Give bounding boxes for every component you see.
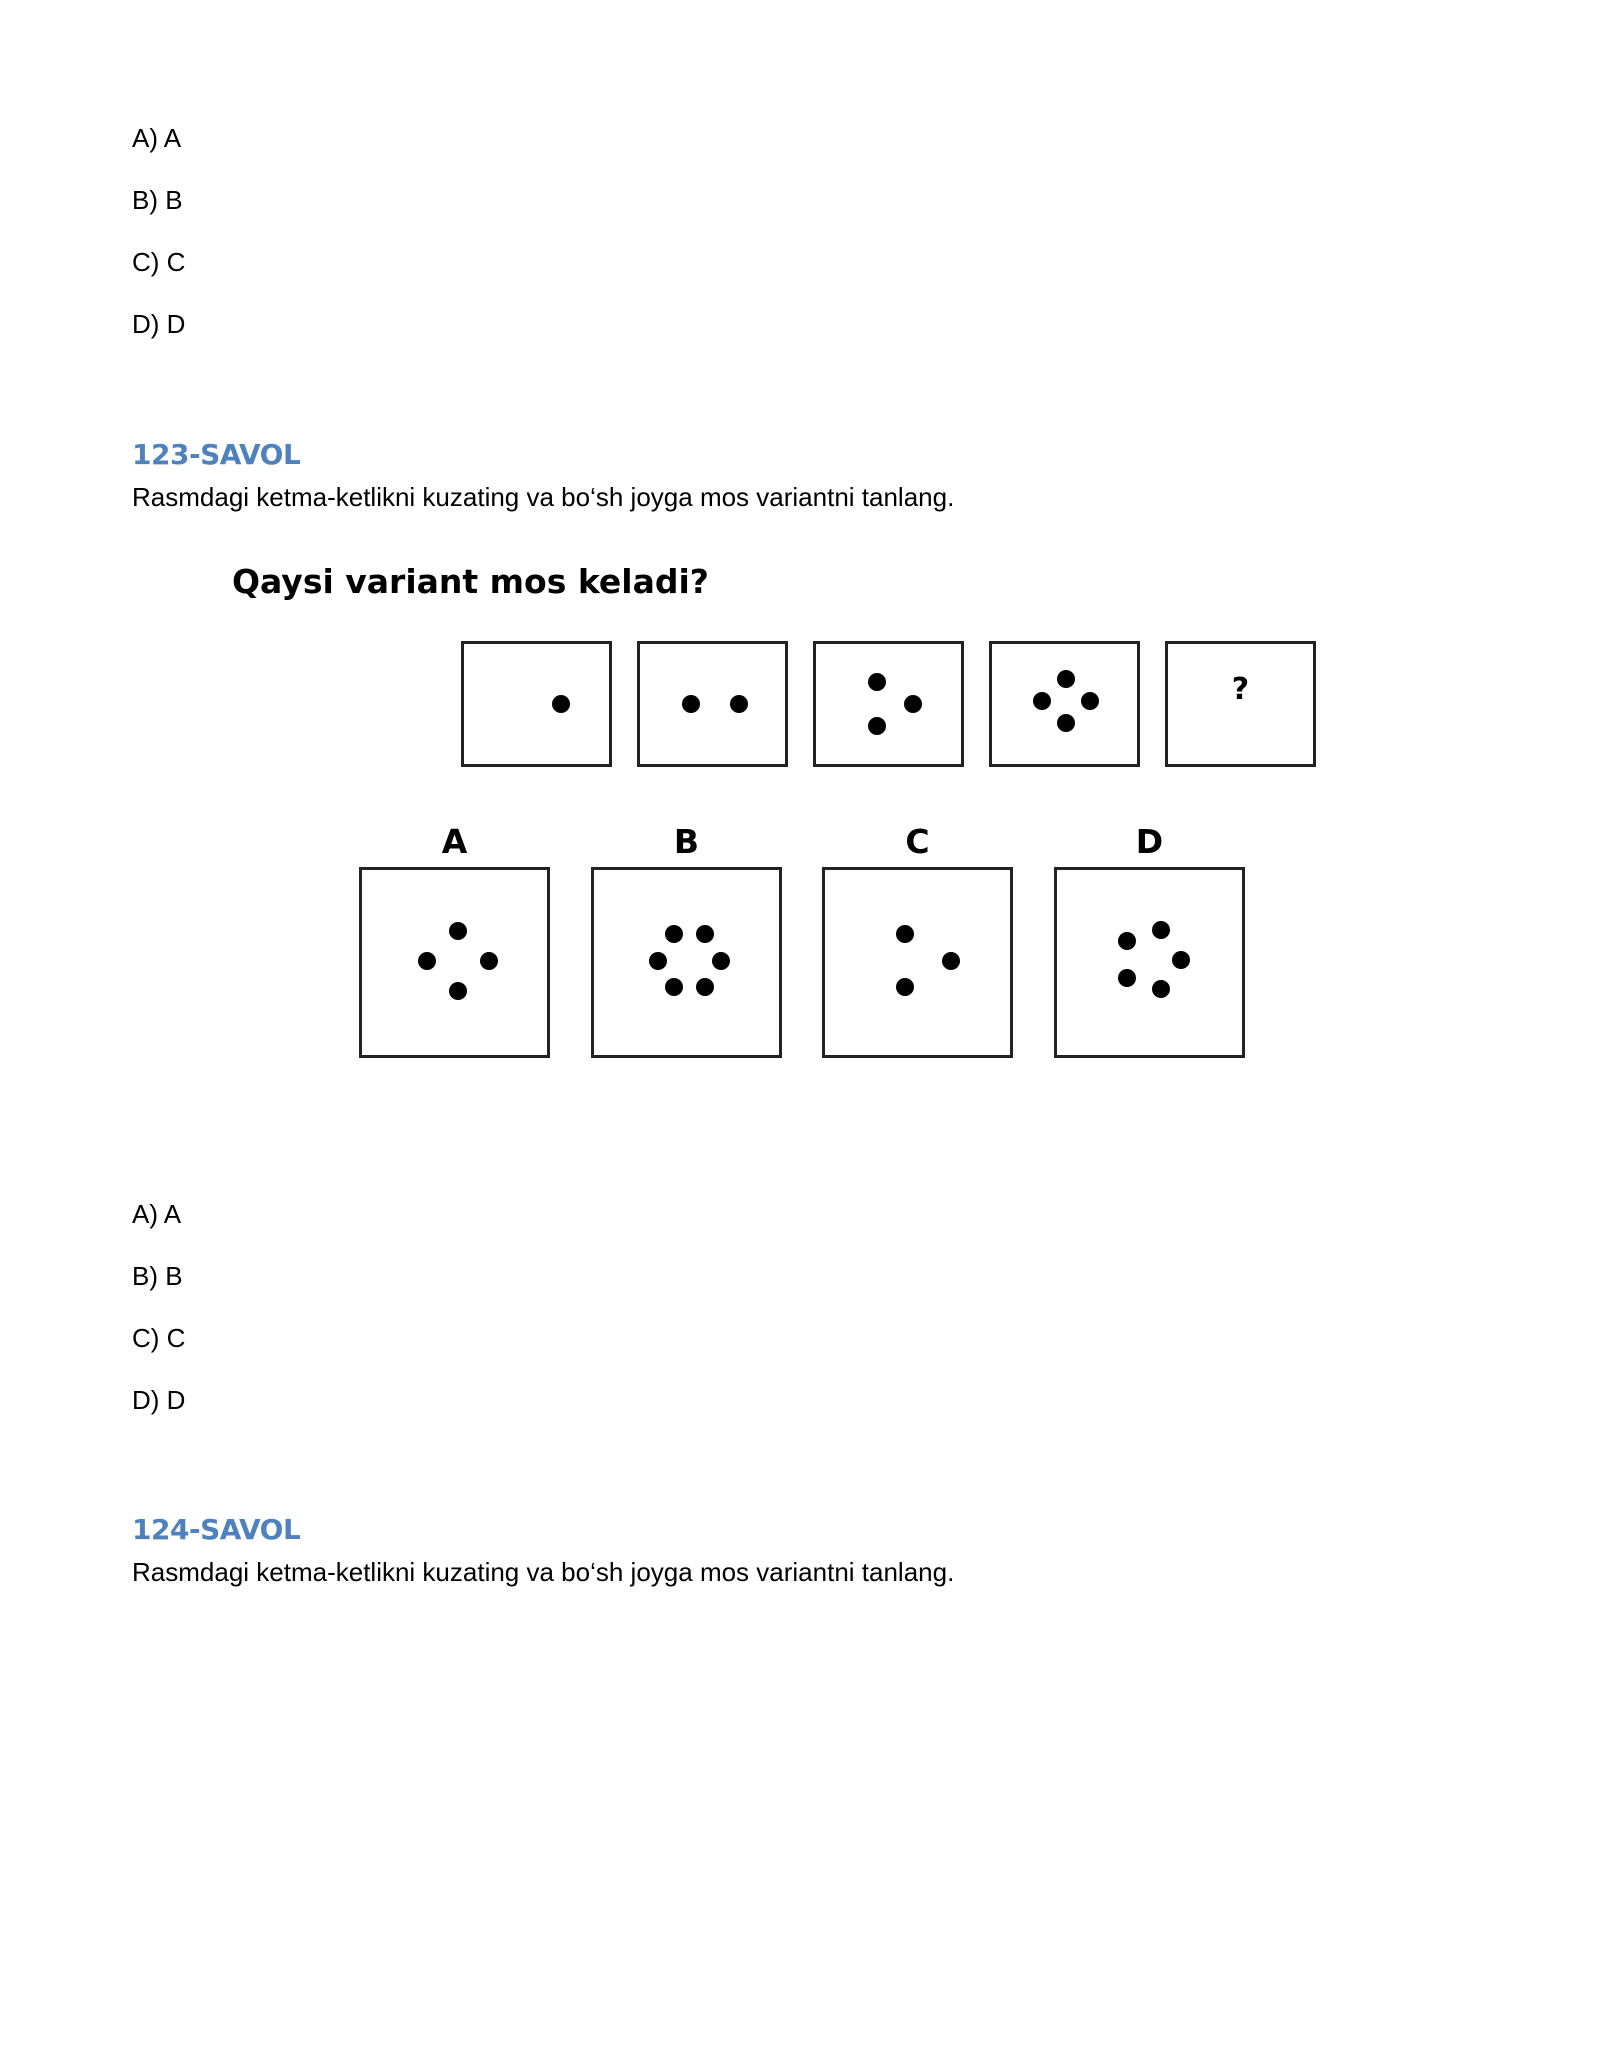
dot: [868, 673, 886, 691]
dot: [896, 978, 914, 996]
dot: [418, 952, 436, 970]
figure-title: Qaysi variant mos keladi?: [232, 562, 709, 601]
option-box-a[interactable]: [359, 867, 550, 1058]
option-box-b[interactable]: [591, 867, 782, 1058]
sequence-box-unknown: [1165, 641, 1316, 767]
option-d[interactable]: D) D: [132, 309, 186, 339]
option-box-c[interactable]: [822, 867, 1013, 1058]
option-c[interactable]: C) C: [132, 1323, 186, 1353]
dot: [649, 952, 667, 970]
question-title: 124-SAVOL: [132, 1513, 301, 1546]
question-mark: ?: [1231, 672, 1250, 707]
sequence-box-1: [461, 641, 612, 767]
dot: [449, 922, 467, 940]
dot: [730, 695, 748, 713]
question-title: 123-SAVOL: [132, 438, 301, 471]
dot: [942, 952, 960, 970]
dot: [696, 925, 714, 943]
option-b[interactable]: B) B: [132, 185, 183, 215]
dot: [896, 925, 914, 943]
dot: [449, 982, 467, 1000]
option-label-b: B: [673, 822, 700, 861]
question-text: Rasmdagi ketma-ketlikni kuzating va bo‘sh joyga mos variantni tanlang.: [132, 1557, 955, 1587]
dot: [712, 952, 730, 970]
dot: [665, 925, 683, 943]
dot: [1152, 921, 1170, 939]
option-label-d: D: [1135, 822, 1164, 861]
dot: [1172, 951, 1190, 969]
dot: [868, 717, 886, 735]
sequence-box-4: [989, 641, 1140, 767]
dot: [552, 695, 570, 713]
sequence-box-2: [637, 641, 788, 767]
option-a[interactable]: A) A: [132, 123, 182, 153]
option-b[interactable]: B) B: [132, 1261, 183, 1291]
option-d[interactable]: D) D: [132, 1385, 186, 1415]
option-a[interactable]: A) A: [132, 1199, 182, 1229]
dot: [1057, 670, 1075, 688]
dot: [904, 695, 922, 713]
sequence-box-3: [813, 641, 964, 767]
question-text: Rasmdagi ketma-ketlikni kuzating va bo‘sh joyga mos variantni tanlang.: [132, 482, 955, 512]
option-label-a: A: [441, 822, 468, 861]
dot: [682, 695, 700, 713]
option-c[interactable]: C) C: [132, 247, 186, 277]
option-label-c: C: [905, 822, 930, 861]
dot: [665, 978, 683, 996]
dot: [1118, 932, 1136, 950]
dot: [1057, 714, 1075, 732]
dot: [1081, 692, 1099, 710]
dot: [696, 978, 714, 996]
option-box-d[interactable]: [1054, 867, 1245, 1058]
dot: [1118, 969, 1136, 987]
dot: [1152, 980, 1170, 998]
dot: [480, 952, 498, 970]
dot: [1033, 692, 1051, 710]
